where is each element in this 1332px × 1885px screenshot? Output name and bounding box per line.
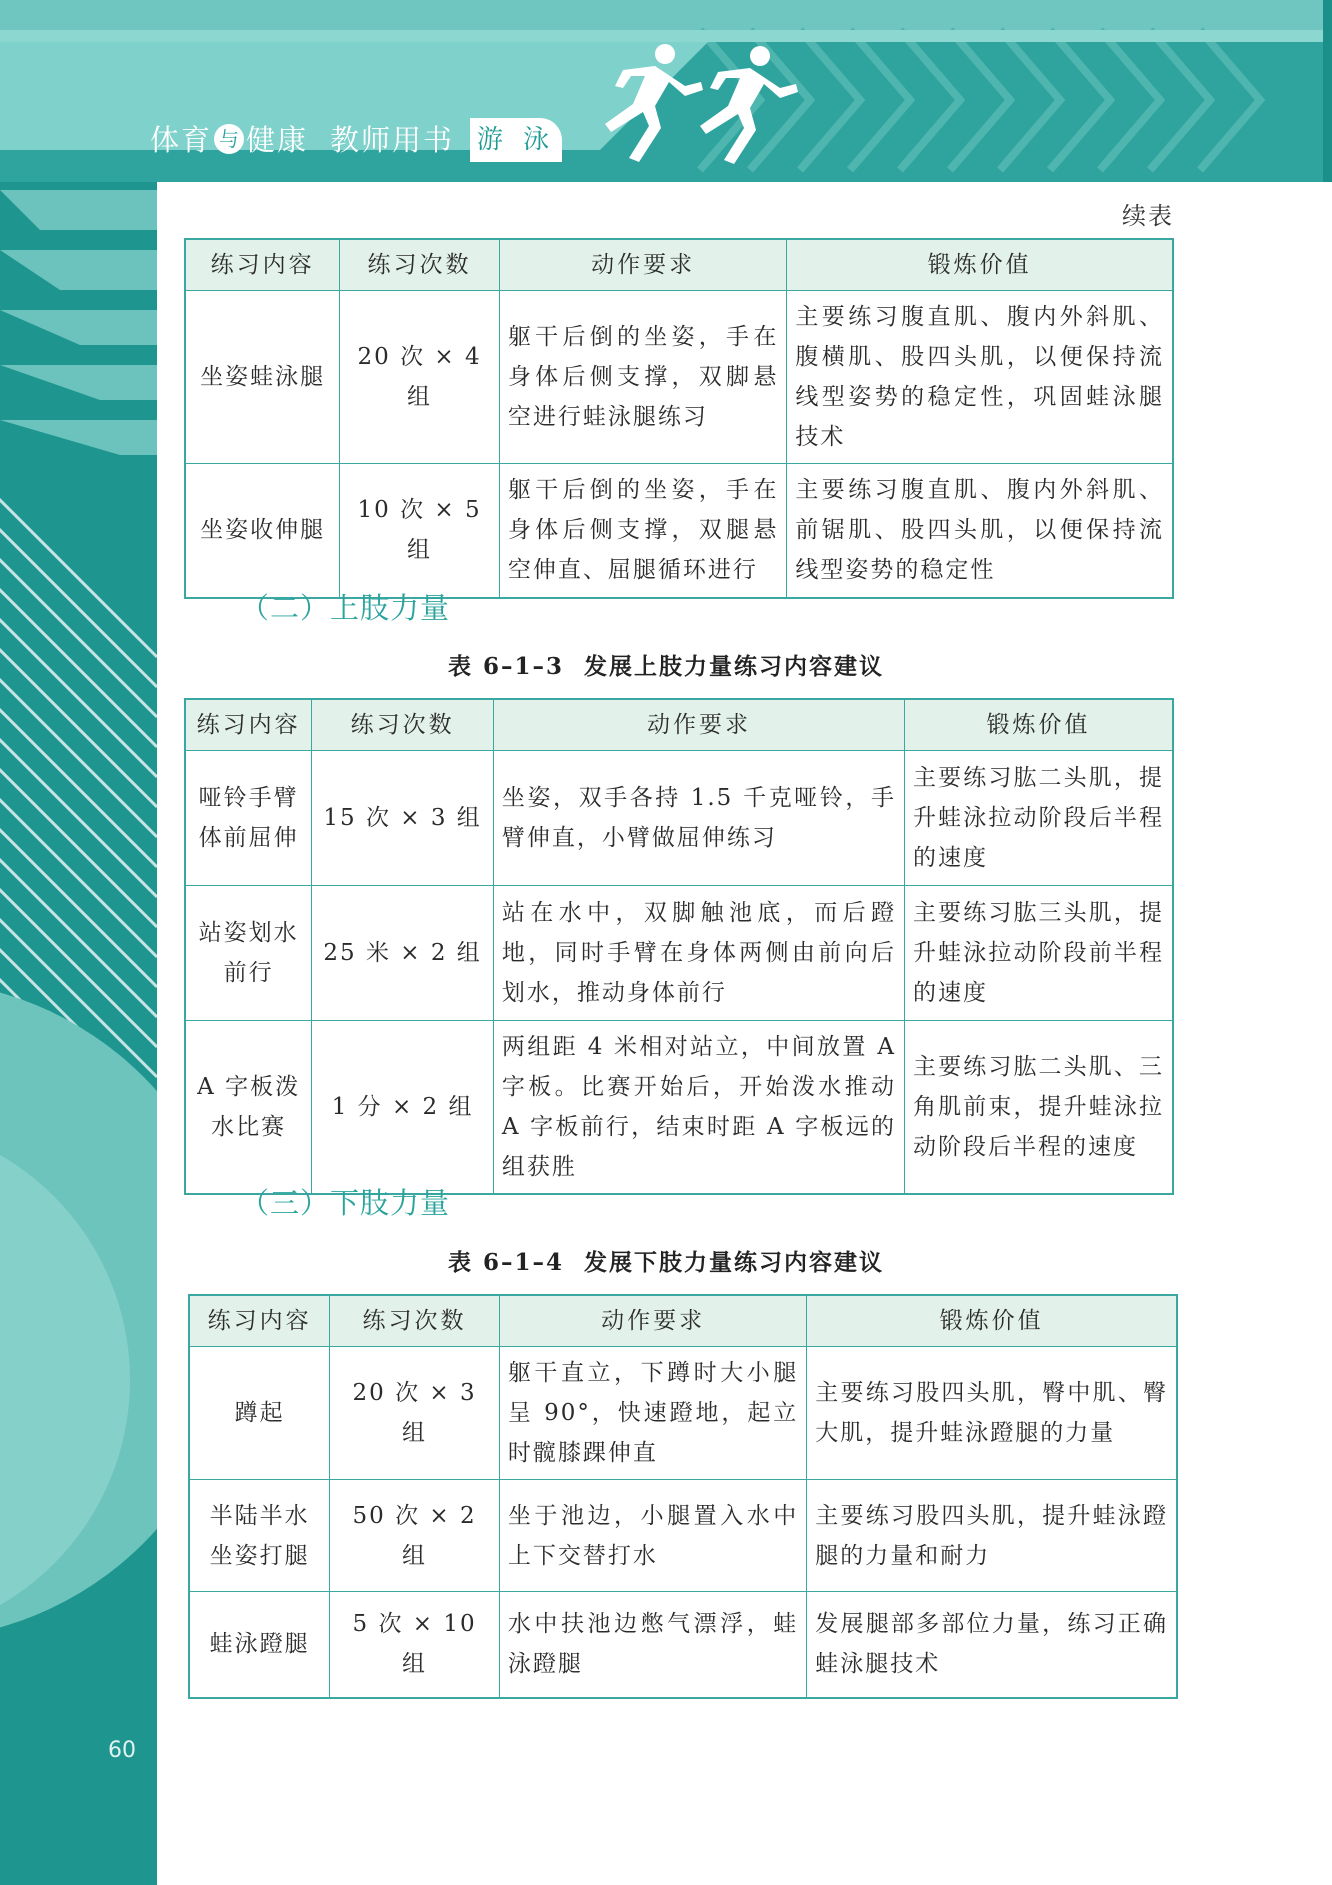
column-header: 锻炼价值 [787, 239, 1173, 291]
exercise-value: 主要练习股四头肌，提升蛙泳蹬腿的力量和耐力 [807, 1480, 1177, 1592]
runner-icon [700, 46, 798, 164]
table-caption [0, 648, 1332, 681]
exercise-requirement: 躯干直立，下蹲时大小腿呈 90°，快速蹬地，起立时髋膝踝伸直 [499, 1347, 806, 1480]
caption-number: 表 6–1–3 [447, 653, 565, 680]
exercise-requirement: 水中扶池边憋气漂浮，蛙泳蹬腿 [499, 1592, 806, 1698]
column-header: 锻炼价值 [807, 1295, 1177, 1347]
caption-title: 发展上肢力量练习内容建议 [584, 653, 885, 680]
exercise-value: 主要练习肱二头肌、三角肌前束，提升蛙泳拉动阶段后半程的速度 [905, 1021, 1174, 1195]
column-header: 动作要求 [493, 699, 904, 751]
exercise-reps: 50 次 × 2 组 [330, 1480, 500, 1592]
column-header: 练习次数 [312, 699, 494, 751]
runner-icon [605, 44, 703, 162]
exercise-reps: 5 次 × 10 组 [330, 1592, 500, 1698]
exercise-requirement: 站在水中，双脚触池底，而后蹬地，同时手臂在身体两侧由前向后划水，推动身体前行 [493, 886, 904, 1021]
column-header: 练习内容 [189, 1295, 330, 1347]
column-header: 动作要求 [499, 239, 786, 291]
exercise-value: 主要练习肱二头肌，提升蛙泳拉动阶段后半程的速度 [905, 751, 1174, 886]
exercise-reps: 20 次 × 4 组 [340, 291, 500, 464]
table-upper-limb-strength [184, 698, 1174, 1195]
section-heading-lower-limb: （三）下肢力量 [240, 1186, 451, 1220]
caption-number: 表 6–1–4 [447, 1249, 565, 1276]
table-row [185, 291, 1173, 464]
column-header: 练习次数 [340, 239, 500, 291]
exercise-name: 坐姿收伸腿 [185, 464, 340, 598]
header-right-band [1323, 0, 1332, 182]
book-title [150, 118, 454, 159]
table-row [189, 1347, 1177, 1480]
chapter-tag: 游 泳 [470, 118, 562, 162]
exercise-requirement: 坐于池边，小腿置入水中上下交替打水 [499, 1480, 806, 1592]
table-row [185, 886, 1173, 1021]
page-number: 60 [108, 1738, 136, 1763]
runners-illustration [585, 40, 815, 170]
column-header: 练习内容 [185, 699, 312, 751]
caption-title: 发展下肢力量练习内容建议 [584, 1249, 885, 1276]
title-part-3: 教师用书 [330, 123, 455, 157]
table-header-row [185, 239, 1173, 291]
column-header: 锻炼价值 [905, 699, 1174, 751]
exercise-reps: 15 次 × 3 组 [312, 751, 494, 886]
exercise-reps: 20 次 × 3 组 [330, 1347, 500, 1480]
table-header-row [185, 699, 1173, 751]
exercise-requirement: 躯干后倒的坐姿，手在身体后侧支撑，双脚悬空进行蛙泳腿练习 [499, 291, 786, 464]
exercise-name: 蹲起 [189, 1347, 330, 1480]
continued-label: 续表 [1122, 202, 1174, 230]
exercise-requirement: 躯干后倒的坐姿，手在身体后侧支撑，双腿悬空伸直、屈腿循环进行 [499, 464, 786, 598]
exercise-name: 蛙泳蹬腿 [189, 1592, 330, 1698]
table-row [185, 751, 1173, 886]
column-header: 动作要求 [499, 1295, 806, 1347]
section-heading-upper-limb: （二）上肢力量 [240, 591, 451, 625]
exercise-name: 坐姿蛙泳腿 [185, 291, 340, 464]
column-header: 练习内容 [185, 239, 340, 291]
title-yu-badge: 与 [214, 124, 244, 154]
column-header: 练习次数 [330, 1295, 500, 1347]
table-row [189, 1592, 1177, 1698]
exercise-name: A 字板泼水比赛 [185, 1021, 312, 1195]
title-part-1: 体育 [150, 123, 213, 157]
exercise-value: 主要练习肱三头肌，提升蛙泳拉动阶段前半程的速度 [905, 886, 1174, 1021]
exercise-reps: 25 米 × 2 组 [312, 886, 494, 1021]
exercise-name: 站姿划水前行 [185, 886, 312, 1021]
exercise-requirement: 坐姿，双手各持 1.5 千克哑铃，手臂伸直，小臂做屈伸练习 [493, 751, 904, 886]
table-caption [0, 1244, 1332, 1277]
table-row [185, 464, 1173, 598]
table-header-row [189, 1295, 1177, 1347]
exercise-value: 发展腿部多部位力量，练习正确蛙泳腿技术 [807, 1592, 1177, 1698]
table-row [189, 1480, 1177, 1592]
exercise-name: 哑铃手臂体前屈伸 [185, 751, 312, 886]
exercise-reps: 1 分 × 2 组 [312, 1021, 494, 1195]
exercise-requirement: 两组距 4 米相对站立，中间放置 A 字板。比赛开始后，开始泼水推动 A 字板前行，结束时距 A 字板远的组获胜 [493, 1021, 904, 1195]
exercise-value: 主要练习腹直肌、腹内外斜肌、腹横肌、股四头肌，以便保持流线型姿势的稳定性，巩固蛙泳腿技术 [787, 291, 1173, 464]
exercise-name: 半陆半水坐姿打腿 [189, 1480, 330, 1592]
exercise-value: 主要练习腹直肌、腹内外斜肌、前锯肌、股四头肌，以便保持流线型姿势的稳定性 [787, 464, 1173, 598]
table-lower-limb-strength [188, 1294, 1178, 1699]
title-part-2: 健康 [246, 123, 309, 157]
exercise-value: 主要练习股四头肌，臀中肌、臀大肌，提升蛙泳蹬腿的力量 [807, 1347, 1177, 1480]
table-row [185, 1021, 1173, 1195]
table-core-strength-continued [184, 238, 1174, 599]
exercise-reps: 10 次 × 5 组 [340, 464, 500, 598]
